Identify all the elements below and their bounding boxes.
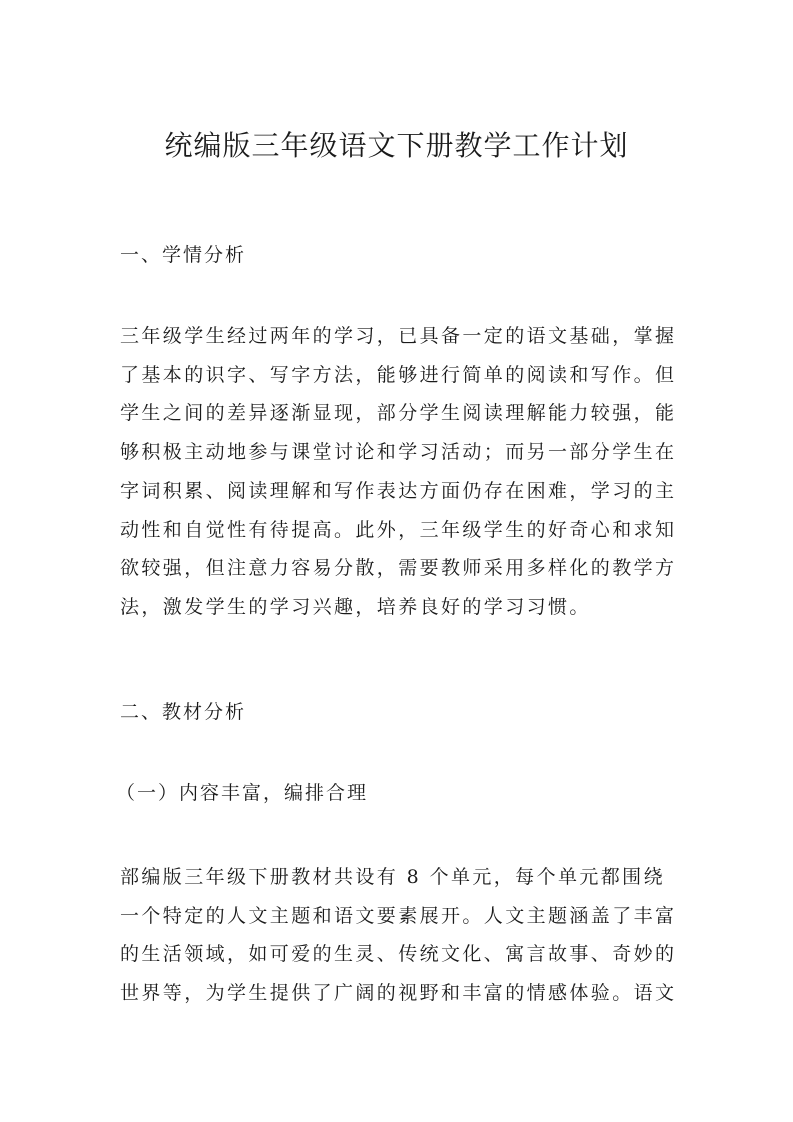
paragraph-line: 世界等，为学生提供了广阔的视野和丰富的情感体验。语文 — [120, 982, 677, 1005]
paragraph-line: 欲较强，但注意力容易分散，需要教师采用多样化的教学方 — [120, 557, 677, 580]
paragraph-line: 三年级学生经过两年的学习，已具备一定的语文基础，掌握 — [120, 325, 677, 347]
section-heading-student-analysis: 一、学情分析 — [120, 244, 247, 266]
paragraph-student-analysis — [120, 317, 676, 627]
section-heading-textbook-analysis: 二、教材分析 — [120, 701, 247, 723]
paragraph-line: 一个特定的人文主题和语文要素展开。人文主题涵盖了丰富 — [120, 904, 677, 927]
paragraph-line: 字词积累、阅读理解和写作表达方面仍存在困难，学习的主 — [120, 479, 677, 502]
paragraph-line: 了基本的识字、写字方法，能够进行简单的阅读和写作。但 — [120, 363, 677, 386]
paragraph-line: 的生活领域，如可爱的生灵、传统文化、寓言故事、奇妙的 — [120, 943, 677, 966]
paragraph-textbook-analysis — [120, 858, 676, 1013]
paragraph-line: 学生之间的差异逐渐显现，部分学生阅读理解能力较强，能 — [120, 402, 677, 425]
paragraph-line: 动性和自觉性有待提高。此外，三年级学生的好奇心和求知 — [120, 518, 677, 541]
paragraph-line: 够积极主动地参与课堂讨论和学习活动；而另一部分学生在 — [120, 441, 677, 464]
document-title: 统编版三年级语文下册教学工作计划 — [164, 129, 629, 162]
paragraph-line: 部编版三年级下册教材共设有 8 个单元，每个单元都围绕 — [120, 866, 665, 888]
paragraph-line: 法，激发学生的学习兴趣，培养良好的学习习惯。 — [120, 595, 591, 618]
subsection-heading-content: （一）内容丰富，编排合理 — [116, 782, 369, 804]
